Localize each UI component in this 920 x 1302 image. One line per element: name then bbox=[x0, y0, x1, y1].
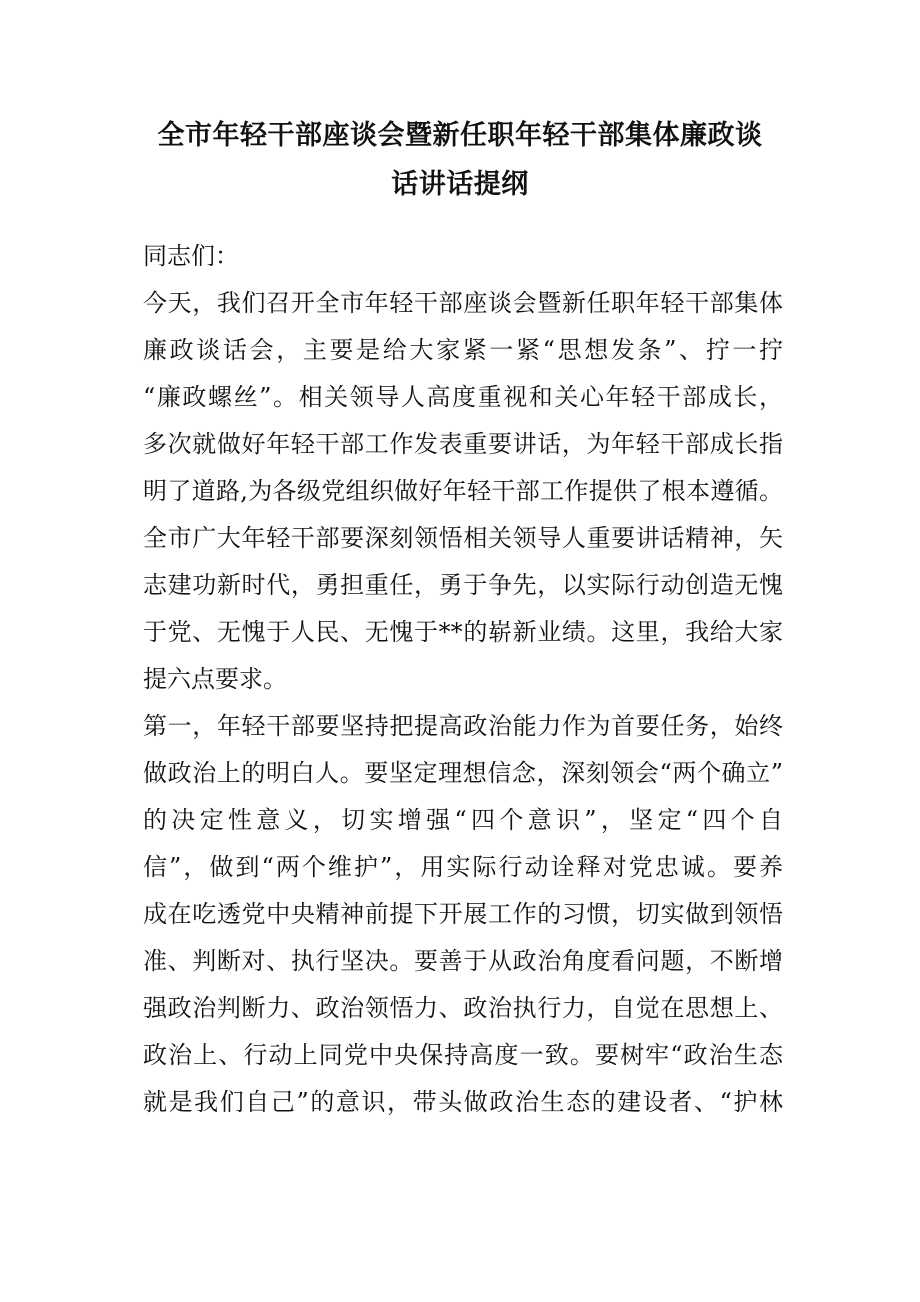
body-line: 明了道路,为各级党组织做好年轻干部工作提供了根本遵循。 bbox=[143, 477, 783, 505]
body-line: 廉政谈话会，主要是给大家紧一紧“思想发条”、拧一拧 bbox=[143, 336, 783, 364]
document-title-line-2: 话讲话提纲 bbox=[391, 169, 529, 200]
document-title-line-1: 全市年轻干部座谈会暨新任职年轻干部集体廉政谈 bbox=[157, 120, 763, 151]
body-line: 准、判断对、执行坚决。要善于从政治角度看问题，不断增 bbox=[143, 947, 783, 975]
body-line: 第一，年轻干部要坚持把提高政治能力作为首要任务，始终 bbox=[143, 712, 783, 740]
document-body bbox=[143, 233, 783, 1126]
body-line: 政治上、行动上同党中央保持高度一致。要树牢“政治生态 bbox=[143, 1041, 783, 1069]
body-line: 成在吃透党中央精神前提下开展工作的习惯，切实做到领悟 bbox=[143, 900, 783, 928]
body-line: 提六点要求。 bbox=[143, 665, 287, 693]
body-line: 就是我们自己”的意识，带头做政治生态的建设者、“护林 bbox=[143, 1088, 783, 1116]
body-line: 全市广大年轻干部要深刻领悟相关领导人重要讲话精神，矢 bbox=[143, 524, 783, 552]
body-line: 强政治判断力、政治领悟力、政治执行力，自觉在思想上、 bbox=[143, 994, 783, 1022]
body-line: 志建功新时代，勇担重任，勇于争先，以实际行动创造无愧 bbox=[143, 571, 783, 599]
body-line: “廉政螺丝”。相关领导人高度重视和关心年轻干部成长， bbox=[143, 383, 783, 411]
body-line: 多次就做好年轻干部工作发表重要讲话，为年轻干部成长指 bbox=[143, 430, 783, 458]
body-line: 于党、无愧于人民、无愧于**的崭新业绩。这里，我给大家 bbox=[143, 618, 783, 646]
body-line: 信”，做到“两个维护”，用实际行动诠释对党忠诚。要养 bbox=[143, 853, 783, 881]
salutation: 同志们： bbox=[143, 242, 239, 270]
body-line: 今天，我们召开全市年轻干部座谈会暨新任职年轻干部集体 bbox=[143, 289, 783, 317]
body-line: 的决定性意义，切实增强“四个意识”，坚定“四个自 bbox=[143, 806, 783, 834]
body-line: 做政治上的明白人。要坚定理想信念，深刻领会“两个确立” bbox=[143, 759, 783, 787]
